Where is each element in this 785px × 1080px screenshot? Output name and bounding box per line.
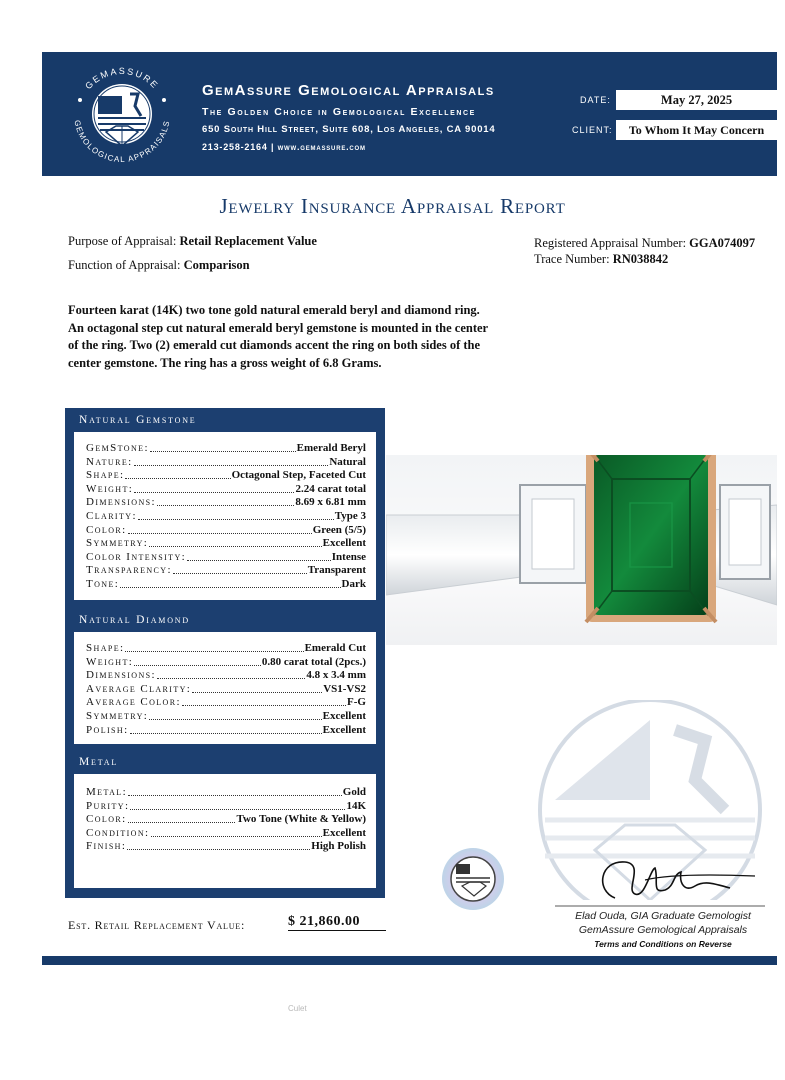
dot-leader [149, 537, 321, 547]
function-line [68, 258, 250, 273]
spec-value: Excellent [322, 826, 366, 839]
item-description: Fourteen karat (14K) two tone gold natural emerald beryl and diamond ring. An octagonal step cut natural emerald beryl gemstone is mounted in the center of the ring. Two (2) emerald cut diamonds accent the ring on both sides of the center gemstone. The ring has a gross weight of 6.8 Grams. [68, 303, 488, 370]
spec-label: Dimensions: [86, 496, 156, 509]
spec-label: Condition: [86, 826, 150, 839]
svg-text:GEMOLOGICAL APPRAISALS: GEMOLOGICAL APPRAISALS [72, 119, 172, 165]
spec-label: Polish: [86, 723, 129, 736]
metal-section [74, 774, 376, 888]
spec-value: Emerald Beryl [296, 442, 366, 454]
function-label: Function of Appraisal: [68, 258, 181, 272]
spec-row [86, 786, 366, 799]
dot-leader [127, 840, 310, 850]
diamond-section [74, 632, 376, 744]
registered-label: Registered Appraisal Number: [534, 236, 687, 250]
spec-label: Average Color: [86, 696, 181, 709]
company-seal-logo [64, 58, 180, 170]
letterhead-banner [42, 52, 777, 176]
trace-label: Trace Number: [534, 252, 610, 266]
spec-row [86, 710, 366, 723]
spec-value: High Polish [311, 840, 366, 853]
appraiser-signature [555, 850, 765, 910]
terms-note: Terms and Conditions on Reverse [594, 939, 732, 949]
dot-leader [192, 683, 322, 693]
spec-row [86, 496, 366, 509]
footer-mark: Culet [288, 1004, 307, 1013]
spec-value: Excellent [322, 710, 366, 722]
spec-row [86, 669, 366, 682]
purpose-line [68, 234, 317, 249]
spec-row [86, 469, 366, 482]
spec-label: GemStone: [86, 442, 149, 454]
dot-leader [151, 827, 322, 837]
spec-label: Tone: [86, 578, 120, 590]
spec-value: Intense [331, 550, 366, 563]
specs-panel [65, 408, 385, 898]
spec-row [86, 696, 366, 709]
dot-leader [149, 710, 321, 720]
dot-leader [128, 813, 236, 823]
diamond-section-title: Natural Diamond [79, 614, 190, 626]
spec-value: Emerald Cut [304, 642, 366, 654]
spec-label: Transparency: [86, 564, 172, 577]
spec-label: Average Clarity: [86, 682, 192, 695]
dot-leader [134, 656, 261, 666]
dot-leader [157, 496, 294, 506]
spec-row [86, 813, 366, 826]
spec-label: Color Intensity: [86, 550, 187, 563]
spec-label: Dimensions: [86, 669, 156, 682]
spec-row [86, 578, 366, 591]
dot-leader [130, 724, 322, 734]
spec-value: 14K [346, 799, 366, 812]
registered-line [534, 236, 755, 251]
spec-value: Green (5/5) [312, 523, 366, 536]
spec-value: Gold [342, 786, 366, 798]
appraiser-name: Elad Ouda, GIA Graduate Gemologist [575, 910, 751, 922]
spec-label: Metal: [86, 786, 128, 798]
dot-leader [187, 551, 331, 561]
spec-row [86, 537, 366, 550]
ring-photo [386, 455, 777, 645]
spec-value: 4.8 x 3.4 mm [306, 669, 366, 682]
spec-label: Weight: [86, 655, 134, 668]
spec-value: Excellent [322, 723, 366, 736]
spec-row [86, 642, 366, 655]
purpose-value: Retail Replacement Value [179, 234, 317, 248]
spec-value: Type 3 [334, 510, 366, 522]
spec-value: F-G [347, 696, 366, 709]
spec-row [86, 524, 366, 537]
spec-label: Symmetry: [86, 537, 149, 550]
dot-leader [134, 483, 294, 493]
spec-row [86, 683, 366, 696]
dot-leader [125, 469, 230, 479]
dot-leader [157, 669, 305, 679]
date-label: DATE: [580, 95, 611, 105]
svg-text:GEMASSURE: GEMASSURE [83, 65, 161, 92]
client-label: CLIENT: [572, 125, 613, 135]
spec-row [86, 656, 366, 669]
estimate-value: $ 21,860.00 [288, 914, 386, 931]
spec-label: Color: [86, 523, 127, 536]
spec-row [86, 551, 366, 564]
dot-leader [150, 442, 296, 452]
spec-row [86, 800, 366, 813]
spec-value: 2.24 carat total [295, 482, 366, 495]
date-value: May 27, 2025 [616, 90, 777, 110]
spec-value: Natural [329, 455, 366, 468]
gemstone-section [74, 432, 376, 600]
spec-row [86, 724, 366, 737]
spec-row [86, 510, 366, 523]
function-value: Comparison [183, 258, 250, 272]
hologram-sticker [440, 846, 506, 912]
spec-value: Transparent [307, 564, 366, 577]
appraiser-company: GemAssure Gemological Appraisals [578, 924, 748, 936]
spec-row [86, 442, 366, 455]
dot-leader [128, 524, 312, 534]
spec-label: Purity: [86, 799, 130, 812]
spec-value: 8.69 x 6.81 mm [295, 496, 366, 509]
spec-row [86, 456, 366, 469]
spec-label: Finish: [86, 840, 127, 853]
client-value: To Whom It May Concern [616, 120, 777, 140]
spec-label: Weight: [86, 482, 134, 495]
spec-value: VS1-VS2 [323, 682, 366, 695]
spec-value: Excellent [322, 537, 366, 550]
spec-label: Color: [86, 813, 127, 826]
spec-row [86, 827, 366, 840]
footer-bar [42, 956, 777, 965]
company-info [202, 82, 495, 152]
registered-value: GGA074097 [689, 236, 756, 250]
spec-value: Octagonal Step, Faceted Cut [231, 469, 366, 482]
spec-label: Clarity: [86, 510, 137, 522]
spec-label: Shape: [86, 642, 125, 654]
spec-value: Dark [341, 578, 366, 590]
gemstone-section-title: Natural Gemstone [79, 414, 197, 426]
spec-value: Two Tone (White & Yellow) [236, 813, 366, 826]
purpose-label: Purpose of Appraisal: [68, 234, 177, 248]
spec-label: Shape: [86, 469, 125, 482]
spec-value: 0.80 carat total (2pcs.) [261, 655, 366, 668]
spec-row [86, 483, 366, 496]
dot-leader [130, 800, 345, 810]
dot-leader [173, 564, 307, 574]
trace-line [534, 252, 668, 267]
spec-row [86, 840, 366, 853]
dot-leader [134, 456, 329, 466]
dot-leader [138, 510, 334, 520]
trace-value: RN038842 [612, 252, 669, 266]
spec-row [86, 564, 366, 577]
company-contact: 213-258-2164 | www.gemassure.com [202, 142, 366, 152]
spec-label: Symmetry: [86, 710, 149, 722]
company-tagline: The Golden Choice in Gemological Excellence [202, 106, 476, 118]
company-name: GemAssure Gemological Appraisals [202, 82, 495, 99]
dot-leader [182, 696, 346, 706]
metal-section-title: Metal [79, 756, 119, 768]
dot-leader [120, 578, 340, 588]
company-address: 650 South Hill Street, Suite 608, Los Angeles, CA 90014 [202, 124, 496, 135]
dot-leader [125, 642, 303, 652]
spec-label: Nature: [86, 455, 133, 468]
report-title: Jewelry Insurance Appraisal Report [219, 194, 566, 218]
estimate-label: Est. Retail Replacement Value: [68, 918, 246, 932]
dot-leader [128, 786, 342, 796]
